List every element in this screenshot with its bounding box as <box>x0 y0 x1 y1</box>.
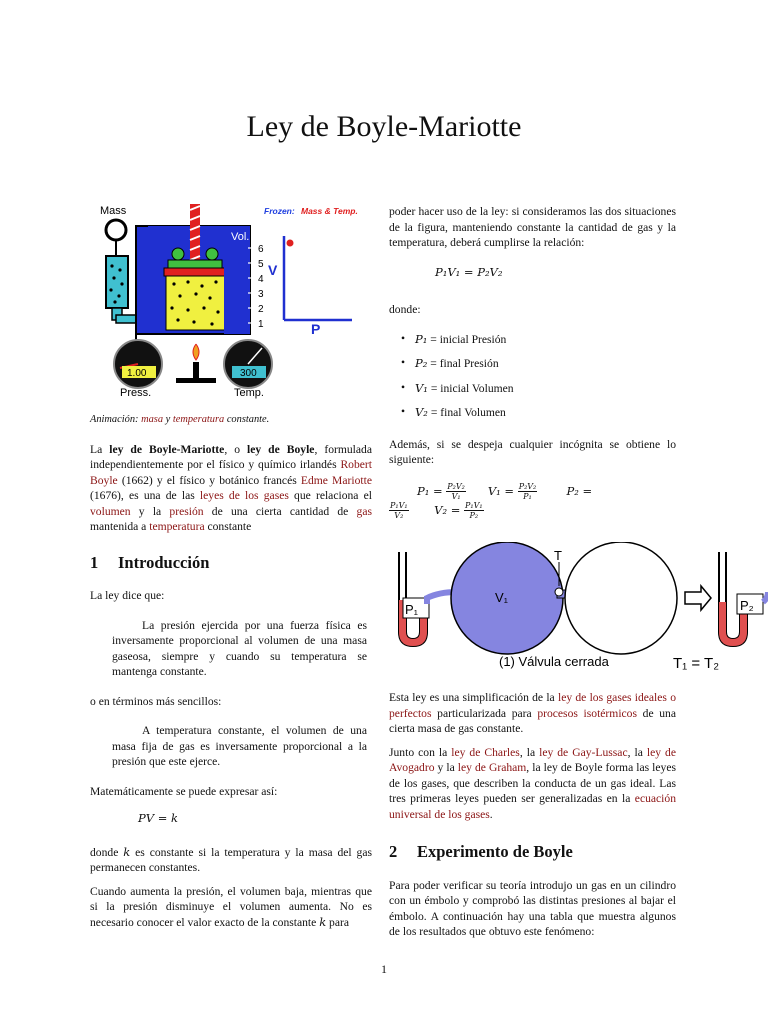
solved-equations-2: $\frac{\text{P₁V₁}}{\text{V₂}}$ V₂ = $\frac{\text{P₁V₁}}{\text{P₂}}$ <box>390 501 483 520</box>
link-ley-charles[interactable]: ley de Charles <box>451 745 520 759</box>
right-p-despeja: Además, si se despeja cualquier incógnita se obtiene lo siguiente: <box>389 437 676 466</box>
pressure-label: Press. <box>120 387 152 399</box>
valve-figure <box>389 542 768 672</box>
section-2-p1: Para poder verificar su teoría introdujo un gas en un cilindro con un émbolo y comprobó las distintas presiones al bajar el émbolo. A continuación hay una tabla que muestra algunos de los resultados que obtuvo este fenómeno: <box>389 878 676 938</box>
link-presion[interactable]: presión <box>169 504 204 518</box>
temperature-label: Temp. <box>234 387 264 399</box>
p-axis-label: P <box>311 321 321 337</box>
right-p-junto: Junto con la ley de Charles, la ley de Gay-Lussac, la ley de Avogadro y la ley de Graham, la ley de Boyle forma las leyes de los gases, que describen la conducta de un gas ideal. Las tres primeras leyes pueden ser generalizadas en la ecuación universal de los gases. <box>389 745 676 821</box>
v-axis-label: V <box>268 262 278 278</box>
link-volumen[interactable]: volumen <box>90 504 131 518</box>
equation-pv-k: PV = k <box>138 811 178 825</box>
vol-tick-2: 2 <box>258 304 264 315</box>
valve-label-v1: V₁ <box>495 590 509 605</box>
pressure-gauge-value: 1.00 <box>127 368 147 379</box>
valve-label-p1: P₁ <box>405 602 419 617</box>
page-number: 1 <box>381 962 387 976</box>
list-item: • V₁ = inicial Volumen <box>401 381 676 397</box>
right-column-lower <box>389 690 676 948</box>
temperature-gauge-value: 300 <box>240 368 257 379</box>
page-title: Ley de Boyle-Mariotte <box>246 110 522 143</box>
list-item: • P₂ = final Presión <box>401 356 676 372</box>
right-column <box>389 204 676 520</box>
right-p-cont: poder hacer uso de la ley: si consideramos las dos situaciones de la figura, manteniendo constante la cantidad de gas y la temperatura, deberá cumplirse la relación: <box>389 205 676 249</box>
list-item: • P₁ = inicial Presión <box>401 332 676 348</box>
vol-tick-6: 6 <box>258 244 264 255</box>
link-ecuacion-universal[interactable]: ecuación universal de los gases <box>389 792 676 821</box>
left-column <box>90 200 372 938</box>
quote-2: A temperatura constante, el volumen de una masa fija de gas es inversamente proporcional a la presión que este ejerce. <box>112 724 367 768</box>
valve-label-t: T <box>554 548 562 563</box>
link-ley-avogadro[interactable]: ley de Avogadro <box>389 745 676 774</box>
list-item: • V₂ = final Volumen <box>401 405 676 421</box>
equation-p1v1-p2v2: P₁V₁ = P₂V₂ <box>435 264 503 279</box>
vol-scale-label: Vol. <box>231 231 250 243</box>
vol-tick-4: 4 <box>258 274 264 285</box>
link-temperatura-2[interactable]: temperatura <box>149 520 205 533</box>
link-robert-boyle[interactable]: Robert Boyle <box>90 458 372 487</box>
figure-caption: Animación: masa y temperatura constante. <box>90 414 270 425</box>
section-1-p4: donde k es constante si la temperatura y la masa del gas permanecen constantes. <box>90 844 372 874</box>
link-ley-graham[interactable]: ley de Graham <box>457 761 527 774</box>
section-1-p3: Matemáticamente se puede expresar así: <box>90 784 278 798</box>
donde-label: donde: <box>389 303 421 316</box>
valve-label-p2: P₂ <box>740 598 754 613</box>
link-gas[interactable]: gas <box>356 504 373 518</box>
quote-1: La presión ejercida por una fuerza física es inversamente proporcional al volumen de una masa gaseosa, siempre y cuando su temperatura se mantenga constante. <box>112 618 367 678</box>
valve-temps-label: T₁ = T₂ <box>673 655 720 672</box>
right-p-simplificacion: Esta ley es una simplificación de la ley de los gases ideales o perfectos particularizada para procesos isotérmicos de una cierta masa de gas constante. <box>389 691 677 735</box>
link-edme-mariotte[interactable]: Edme Mariotte <box>300 473 372 487</box>
valve-caption: (1) Válvula cerrada <box>499 654 609 669</box>
intro-paragraph: La ley de Boyle-Mariotte, o ley de Boyle, formulada independientemente por el físico y químico irlandés Robert Boyle (1662) y el físico y botánico francés Edme Mariotte (1676), es una de las leyes de los gases que relaciona el volumen y la presión de una cierta cantidad de gas mantenida a temperatura constante <box>90 442 373 533</box>
section-1-p5: Cuando aumenta la presión, el volumen baja, mientras que si la presión disminuye el volumen aumenta. No es necesario conocer el valor exacto de la constante k para <box>90 884 372 929</box>
vol-tick-3: 3 <box>258 289 264 300</box>
link-masa[interactable]: masa <box>141 414 164 425</box>
frozen-items: Mass & Temp. <box>301 206 358 216</box>
frozen-label: Frozen: <box>264 206 295 216</box>
link-leyes-gases[interactable]: leyes de los gases <box>199 489 289 502</box>
mass-label: Mass <box>100 205 127 217</box>
section-1-p2: o en términos más sencillos: <box>90 694 222 708</box>
section-1-heading: 1 Introducción <box>90 552 210 572</box>
vol-tick-5: 5 <box>258 259 264 270</box>
section-1-p1: La ley dice que: <box>90 589 165 602</box>
vol-tick-1: 1 <box>258 319 264 330</box>
section-2-heading: 2 Experimento de Boyle <box>389 842 573 861</box>
link-procesos-isotermicos[interactable]: procesos isotérmicos <box>537 706 637 720</box>
variable-list <box>389 332 676 421</box>
link-ley-gases-ideales[interactable]: ley de los gases ideales o perfectos <box>389 691 676 720</box>
link-ley-gay-lussac[interactable]: ley de Gay-Lussac <box>539 745 628 759</box>
link-temperatura[interactable]: temperatura <box>172 414 225 425</box>
solved-equations: P₁ = $\frac{\text{P₂V₂}}{\text{V₁}}$ V₁ = $\frac{\text{P₂V₂}}{\text{P₁}}$ P₂ = <box>417 482 593 501</box>
